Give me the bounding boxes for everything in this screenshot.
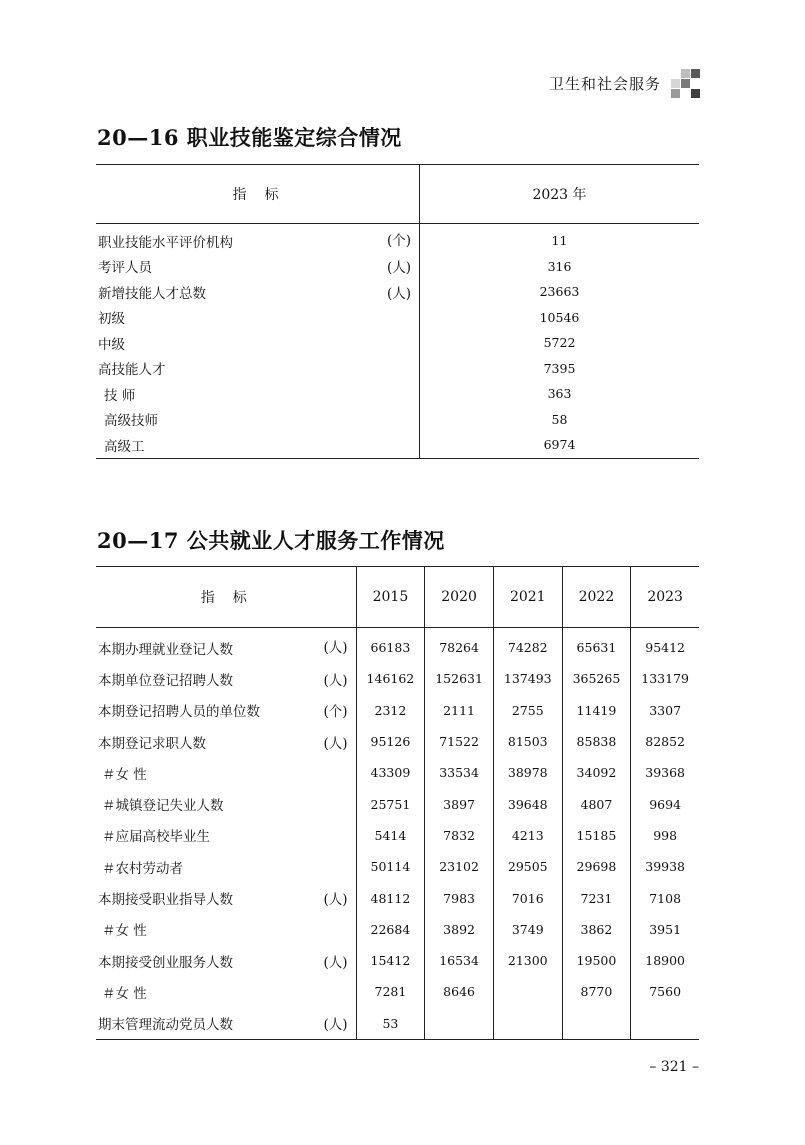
row-value: 43309 (356, 757, 425, 788)
deco-square (691, 89, 700, 98)
row-value: 34092 (562, 757, 631, 788)
year-header: 2020 (425, 567, 494, 628)
row-value: 82852 (631, 726, 699, 757)
row-label: 本期单位登记招聘人数 (98, 672, 233, 689)
row-value: 53 (356, 1008, 425, 1040)
deco-square (681, 79, 690, 88)
table-header-row (96, 567, 699, 628)
row-value: 48112 (356, 882, 425, 913)
employment-services-table (96, 566, 699, 1040)
row-value (562, 1008, 631, 1040)
row-value: 10546 (539, 309, 580, 325)
table-row (96, 305, 699, 331)
row-label: 本期接受职业指导人数 (98, 892, 233, 909)
row-label: 本期接受创业服务人数 (98, 954, 233, 971)
row-value: 3951 (631, 914, 699, 945)
table-row (96, 851, 699, 882)
row-value: 65631 (562, 628, 631, 664)
row-value: 23102 (425, 851, 494, 882)
row-unit: (人) (323, 954, 348, 971)
row-value: 78264 (425, 628, 494, 664)
row-value: 38978 (493, 757, 562, 788)
row-value: 365265 (562, 663, 631, 694)
table-row (96, 254, 699, 280)
row-value: 85838 (562, 726, 631, 757)
page-number: – 321 – (649, 1059, 699, 1075)
row-label: 期末管理流动党员人数 (98, 1017, 233, 1034)
row-value: 7983 (425, 882, 494, 913)
deco-square (671, 79, 680, 88)
row-value: 15412 (356, 945, 425, 976)
year-header: 2021 (493, 567, 562, 628)
row-label: 技 师 (104, 387, 136, 404)
row-value (631, 1008, 699, 1040)
row-label: ＃城镇登记失业人数 (102, 798, 224, 815)
row-value: 2111 (425, 695, 494, 726)
table-row (96, 757, 699, 788)
row-value: 3892 (425, 914, 494, 945)
row-value: 6974 (543, 437, 576, 453)
row-label: 中级 (98, 336, 125, 353)
row-value: 21300 (493, 945, 562, 976)
year-header: 2022 (562, 567, 631, 628)
table-row (96, 976, 699, 1007)
table-row (96, 279, 699, 305)
table-row (96, 1008, 699, 1040)
table1-title: 20—16 职业技能鉴定综合情况 (97, 125, 402, 150)
row-value (493, 976, 562, 1007)
row-value: 5722 (543, 335, 576, 351)
deco-square (671, 69, 680, 78)
row-value: 7108 (631, 882, 699, 913)
row-label: 新增技能人才总数 (98, 285, 206, 302)
table-header-row (96, 165, 699, 224)
row-value: 3749 (493, 914, 562, 945)
row-value: 95126 (356, 726, 425, 757)
table-row (96, 820, 699, 851)
row-value: 7231 (562, 882, 631, 913)
row-label: 考评人员 (98, 260, 152, 277)
row-value: 11419 (562, 695, 631, 726)
row-value: 39368 (631, 757, 699, 788)
year-header: 2015 (356, 567, 425, 628)
row-label: ＃女 性 (102, 923, 147, 940)
row-label: 高级工 (104, 438, 145, 455)
table-row (96, 695, 699, 726)
table-row (96, 628, 699, 664)
row-value: 39938 (631, 851, 699, 882)
row-value: 81503 (493, 726, 562, 757)
row-unit: (人) (323, 735, 348, 752)
row-value: 4213 (493, 820, 562, 851)
year-header: 2023 年 (420, 165, 700, 224)
row-value: 71522 (425, 726, 494, 757)
table-row (96, 882, 699, 913)
row-value: 363 (547, 386, 572, 402)
row-value: 133179 (631, 663, 699, 694)
row-value: 15185 (562, 820, 631, 851)
year-header: 2023 (631, 567, 699, 628)
row-value (493, 1008, 562, 1040)
running-header-title: 卫生和社会服务 (548, 74, 661, 93)
row-value: 16534 (425, 945, 494, 976)
row-value: 29698 (562, 851, 631, 882)
row-value: 998 (631, 820, 699, 851)
row-value: 95412 (631, 628, 699, 664)
row-label: ＃女 性 (102, 985, 147, 1002)
deco-square (681, 69, 690, 78)
row-value: 74282 (493, 628, 562, 664)
row-value: 7560 (631, 976, 699, 1007)
row-value: 316 (547, 258, 572, 274)
row-value: 152631 (425, 663, 494, 694)
row-value: 5414 (356, 820, 425, 851)
row-value: 18900 (631, 945, 699, 976)
row-value: 8770 (562, 976, 631, 1007)
table-row (96, 432, 699, 458)
row-value: 33534 (425, 757, 494, 788)
row-value: 29505 (493, 851, 562, 882)
table2-title: 20—17 公共就业人才服务工作情况 (97, 528, 445, 553)
row-value: 7395 (543, 360, 576, 376)
row-value: 22684 (356, 914, 425, 945)
row-value (425, 1008, 494, 1040)
row-value: 7832 (425, 820, 494, 851)
row-value: 146162 (356, 663, 425, 694)
row-value: 58 (551, 411, 568, 427)
row-value: 2312 (356, 695, 425, 726)
row-value: 39648 (493, 788, 562, 819)
row-unit: (个) (323, 704, 348, 721)
row-value: 4807 (562, 788, 631, 819)
table-row (96, 407, 699, 433)
row-value: 25751 (356, 788, 425, 819)
skills-appraisal-table (96, 164, 699, 459)
row-label: 高技能人才 (98, 362, 166, 379)
table-row (96, 381, 699, 407)
table-row (96, 663, 699, 694)
row-label: ＃女 性 (102, 766, 147, 783)
row-value: 23663 (539, 284, 580, 300)
row-label: 高级技师 (104, 413, 158, 430)
row-value: 66183 (356, 628, 425, 664)
row-value: 19500 (562, 945, 631, 976)
indicator-header: 指标 (96, 567, 356, 628)
row-unit: (人) (323, 1017, 348, 1034)
row-unit: (人) (323, 672, 348, 689)
row-unit: (人) (323, 639, 348, 656)
row-value: 9694 (631, 788, 699, 819)
row-label: 本期办理就业登记人数 (98, 641, 233, 658)
row-value: 137493 (493, 663, 562, 694)
table2-body (96, 628, 699, 1040)
row-value: 2755 (493, 695, 562, 726)
row-value: 7016 (493, 882, 562, 913)
row-unit: (人) (323, 892, 348, 909)
running-header (500, 70, 700, 96)
table-row (96, 914, 699, 945)
table-row (96, 224, 699, 254)
row-value: 8646 (425, 976, 494, 1007)
row-unit: (人) (386, 285, 411, 302)
table-row (96, 945, 699, 976)
row-unit: (人) (386, 260, 411, 277)
table-row (96, 330, 699, 356)
row-value: 3862 (562, 914, 631, 945)
row-label: 初级 (98, 311, 125, 328)
row-label: 本期登记求职人数 (98, 735, 206, 752)
row-label: 本期登记招聘人员的单位数 (98, 704, 260, 721)
row-value: 3307 (631, 695, 699, 726)
row-value: 50114 (356, 851, 425, 882)
table-row (96, 788, 699, 819)
deco-square (691, 79, 700, 88)
deco-square (681, 89, 690, 98)
table-row (96, 726, 699, 757)
row-value: 3897 (425, 788, 494, 819)
row-unit: (个) (386, 232, 411, 249)
row-label: ＃应届高校毕业生 (102, 829, 210, 846)
row-value: 11 (551, 233, 568, 249)
table-row (96, 356, 699, 382)
row-value: 7281 (356, 976, 425, 1007)
row-label: 职业技能水平评价机构 (98, 234, 233, 251)
indicator-header: 指标 (96, 165, 420, 224)
decorative-squares-icon (671, 69, 700, 98)
deco-square (671, 89, 680, 98)
row-label: ＃农村劳动者 (102, 860, 183, 877)
table1-body (96, 224, 699, 459)
deco-square (691, 69, 700, 78)
